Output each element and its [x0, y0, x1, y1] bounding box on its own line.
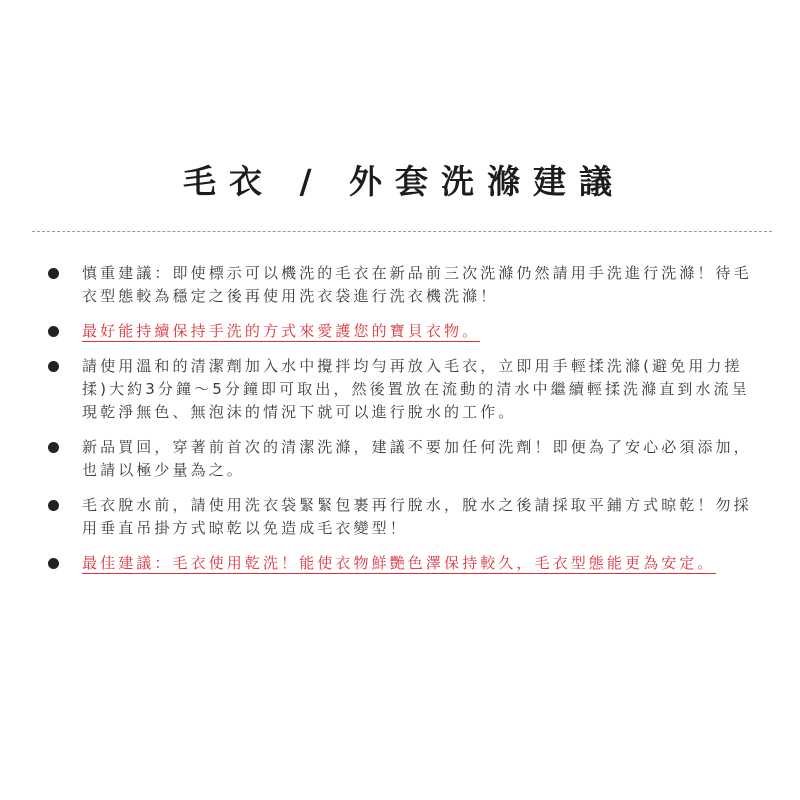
bullet-icon — [48, 558, 59, 569]
care-instructions-list — [45, 262, 760, 587]
dashed-divider — [32, 231, 772, 232]
page-title: 毛衣 / 外套洗滌建議 — [182, 162, 626, 201]
bullet-icon — [48, 268, 59, 279]
list-item — [45, 552, 760, 575]
item-text: 新品買回，穿著前首次的清潔洗滌，建議不要加任何洗劑！即便為了安心必須添加，也請以極少量為之。 — [82, 438, 752, 479]
item-text-highlight: 最佳建議：毛衣使用乾洗！能使衣物鮮艷色澤保持較久，毛衣型態能更為安定。 — [82, 554, 716, 572]
list-item — [45, 320, 760, 343]
item-text: 毛衣脫水前，請使用洗衣袋緊緊包裹再行脫水，脫水之後請採取平鋪方式晾乾！勿採用垂直吊掛方式晾乾以免造成毛衣變型！ — [82, 496, 752, 537]
list-item — [45, 494, 760, 540]
bullet-icon — [48, 326, 59, 337]
item-text-highlight: 最好能持續保持手洗的方式來愛護您的寶貝衣物。 — [82, 322, 481, 340]
bullet-icon — [48, 500, 59, 511]
item-text: 請使用溫和的清潔劑加入水中攪拌均勻再放入毛衣，立即用手輕揉洗滌(避免用力搓揉)大約3分鐘～5分鐘即可取出，然後置放在流動的清水中繼續輕揉洗滌直到水流呈現乾淨無色、無泡沫的情況下就可以進行脫水的工作。 — [82, 357, 750, 421]
bullet-icon — [48, 361, 59, 372]
list-item — [45, 262, 760, 308]
list-item — [45, 355, 760, 424]
bullet-icon — [48, 442, 59, 453]
item-text: 慎重建議：即使標示可以機洗的毛衣在新品前三次洗滌仍然請用手洗進行洗滌！待毛衣型態較為穩定之後再使用洗衣袋進行洗衣機洗滌！ — [82, 264, 752, 305]
list-item — [45, 436, 760, 482]
